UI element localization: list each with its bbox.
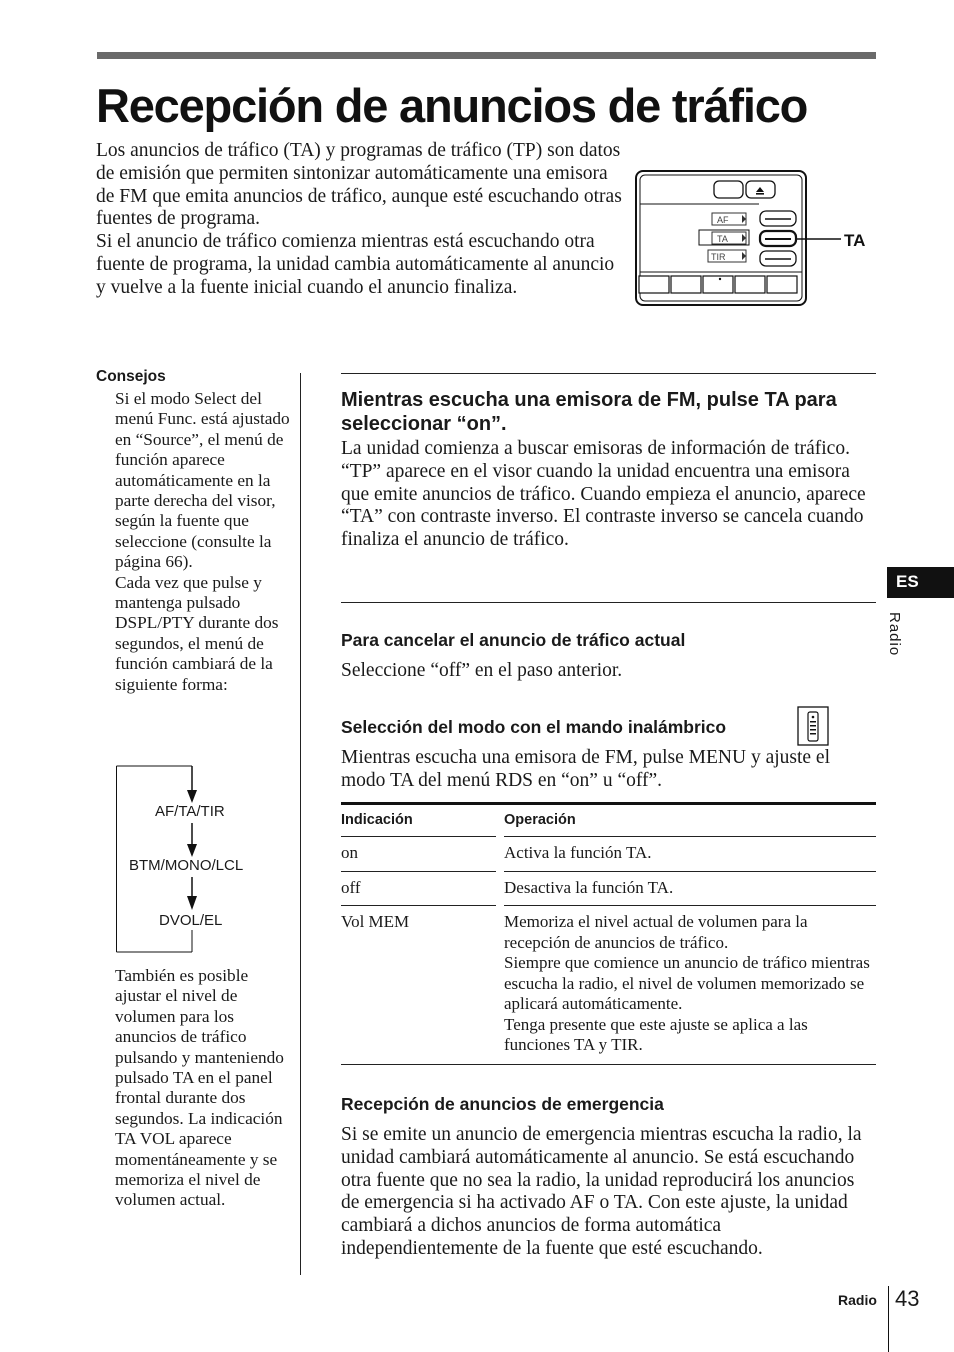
function-menu-flow-diagram (116, 765, 276, 955)
source-button (714, 181, 743, 198)
flow-item-dvol-el: DVOL/EL (159, 912, 223, 929)
table-cell-indication: on (341, 837, 496, 872)
footer-divider (888, 1286, 889, 1352)
tips-text (115, 389, 295, 695)
table-cell-operation (504, 906, 876, 1065)
page-number: 43 (895, 1286, 920, 1311)
section-rule-mid (341, 602, 876, 603)
step-body: La unidad comienza a buscar emisoras de información de tráfico. “TP” aparece en el visor cuando la unidad encuentra una emisora que emite anuncios de tráfico. Cuando empieza el anuncio, aparece “TA” con contraste inverso. El contraste inverso se cancela cuando finaliza el anuncio de tráfico. (341, 438, 866, 551)
step-heading: Mientras escucha una emisora de FM, pulse TA para seleccionar “on”. (341, 389, 837, 435)
remote-body: Mientras escucha una emisora de FM, pulse MENU y ajuste el modo TA del menú RDS en “on” u “off”. (341, 747, 831, 791)
tips-paragraph-1: Si el modo Select del menú Func. está ajustado en “Source”, el menú de función aparece automáticamente en la parte derecha del visor, según la fuente que seleccione (consulte la página 66). (115, 389, 290, 572)
af-indicator: AF (717, 215, 729, 225)
column-divider (300, 373, 301, 1275)
table-header-row (341, 804, 876, 837)
table-cell-indication: off (341, 871, 496, 906)
flow-item-af-ta-tir: AF/TA/TIR (155, 803, 225, 820)
language-tab-label: ES (896, 572, 919, 591)
tir-indicator: TIR (711, 252, 726, 262)
remote-heading: Selección del modo con el mando inalámbrico (341, 717, 727, 737)
language-tab (887, 567, 954, 598)
remote-control-icon (797, 706, 829, 746)
flow-item-btm-mono-lcl: BTM/MONO/LCL (129, 857, 244, 874)
table-row (341, 871, 876, 906)
cancel-heading: Para cancelar el anuncio de tráfico actual (341, 630, 686, 650)
cancel-body: Seleccione “off” en el paso anterior. (341, 660, 623, 681)
tips-title: Consejos (96, 368, 166, 385)
section-rule-top (341, 373, 876, 374)
section-side-text: Radio (886, 612, 903, 657)
ta-callout-label: TA (844, 231, 866, 250)
intro-paragraph-1: Los anuncios de tráfico (TA) y programas de tráfico (TP) son datos de emisión que permiten sintonizar automáticamente una emisora de FM que emita anuncios de tráfico, aunque esté escuchando otras fuentes de programa. (96, 140, 622, 230)
table-header-operation: Operación (504, 804, 876, 837)
tips-paragraph-3: También es posible ajustar el nivel de volumen para los anuncios de tráfico pulsando y manteniendo pulsado TA en el panel frontal durante dos segundos. La indicación TA VOL aparece momentáneamente y se memoriza el nivel de volumen actual. (115, 966, 284, 1210)
tips-paragraph-2: Cada vez que pulse y mantenga pulsado DSPL/PTY durante dos segundos, el menú de función cambiará de la siguiente forma: (115, 572, 279, 694)
table-cell-operation: Activa la función TA. (504, 837, 876, 872)
ta-indicator: TA (717, 234, 728, 244)
section-side-label (883, 612, 907, 672)
table-row (341, 837, 876, 872)
table-cell-indication: Vol MEM (341, 906, 496, 1065)
vol-mem-description-3: Tenga presente que este ajuste se aplica a las funciones TA y TIR. (504, 1014, 808, 1054)
emergency-heading: Recepción de anuncios de emergencia (341, 1094, 664, 1114)
intro-paragraph-2: Si el anuncio de tráfico comienza mientras está escuchando otra fuente de programa, la unidad cambia automáticamente al anuncio y vuelve a la fuente inicial cuando el anuncio finaliza. (96, 231, 615, 298)
emergency-body: Si se emite un anuncio de emergencia mientras escucha la radio, la unidad cambiará automáticamente al anuncio. Se está escuchando otra fuente que no sea la radio, la unidad reproducirá los anuncios de emergencia si ha activado AF o TA. Con este ajuste, la unidad cambiará a dichos anuncios de forma automática independientemente de la fuente que esté escuchando. (341, 1124, 862, 1259)
table-cell-operation: Desactiva la función TA. (504, 871, 876, 906)
table-row (341, 906, 876, 1065)
vol-mem-description-2: Siempre que comience un anuncio de tráfico mientras escucha la radio, el nivel de volumen memorizado se aplicará automáticamente. (504, 953, 870, 1013)
table-header-indication: Indicación (341, 804, 496, 837)
intro-text (96, 140, 626, 300)
rds-ta-table (341, 802, 876, 1065)
car-stereo-illustration (634, 168, 879, 310)
top-rule (97, 52, 876, 59)
vol-mem-description-1: Memoriza el nivel actual de volumen para la recepción de anuncios de tráfico. (504, 912, 808, 952)
page-title: Recepción de anuncios de tráfico (96, 79, 808, 132)
footer-section-label: Radio (838, 1292, 877, 1308)
